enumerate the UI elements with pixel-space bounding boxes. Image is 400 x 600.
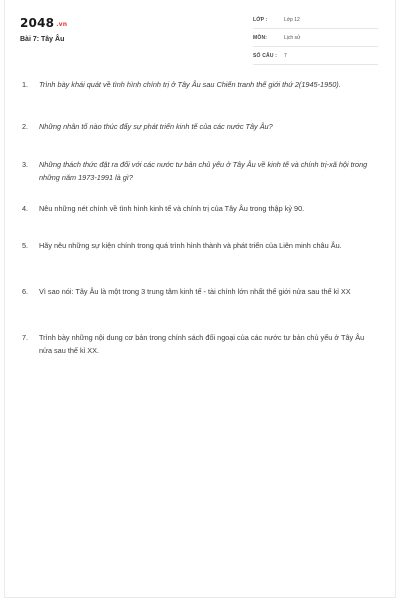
question-item [22, 285, 374, 331]
question-item [22, 202, 374, 239]
question-text: Hãy nêu những sự kiện chính trong quá trình hình thành và phát triển của Liên minh châu Âu. [39, 241, 342, 250]
question-text: Trình bày những nội dung cơ bản trong chính sách đối ngoại của các nước tư bản chủ yếu ở Tây Âu nửa sau thế kỉ XX. [39, 333, 365, 355]
meta-row-count [253, 50, 378, 65]
logo-text: 2048 [20, 16, 55, 30]
question-number: 5. [22, 241, 29, 250]
question-count-label: SỐ CÂU : [253, 53, 278, 59]
question-text: Vì sao nói: Tây Âu là một trong 3 trung tâm kinh tế - tài chính lớn nhất thế giới nửa sau thế kỉ XX [39, 287, 351, 296]
lesson-title: Bài 7: Tây Âu [20, 36, 65, 43]
subject-value: Lịch sử [284, 35, 301, 41]
question-number: 2. [22, 122, 29, 131]
meta-row-class [253, 14, 378, 29]
question-item [22, 78, 374, 120]
worksheet-meta [253, 14, 378, 68]
question-list [22, 78, 374, 361]
class-label: LỚP : [253, 17, 268, 23]
question-item [22, 158, 374, 202]
site-logo[interactable] [20, 16, 67, 32]
question-count-value: 7 [284, 53, 287, 59]
question-number: 6. [22, 287, 29, 296]
question-number: 7. [22, 333, 29, 342]
question-text: Nêu những nét chính về tình hình kinh tế và chính trị của Tây Âu trong thập kỷ 90. [39, 204, 305, 213]
question-text: Những nhân tố nào thúc đẩy sự phát triển kinh tế của các nước Tây Âu? [39, 122, 273, 131]
question-item [22, 331, 374, 361]
question-item [22, 120, 374, 158]
question-number: 1. [22, 80, 29, 89]
question-text: Trình bày khái quát về tình hình chính trị ở Tây Âu sau Chiến tranh thế giới thứ 2(1945-1950). [39, 80, 341, 89]
class-value: Lớp 12 [284, 17, 300, 23]
question-text: Những thách thức đặt ra đối với các nước tư bản chủ yếu ở Tây Âu về kinh tế và chính trị-xã hội trong những năm 1973-1991 là gì? [39, 160, 368, 182]
logo-suffix: .vn [56, 21, 68, 28]
question-number: 3. [22, 160, 29, 169]
question-number: 4. [22, 204, 29, 213]
meta-row-subject [253, 32, 378, 47]
subject-label: MÔN: [253, 35, 268, 41]
question-item [22, 239, 374, 285]
